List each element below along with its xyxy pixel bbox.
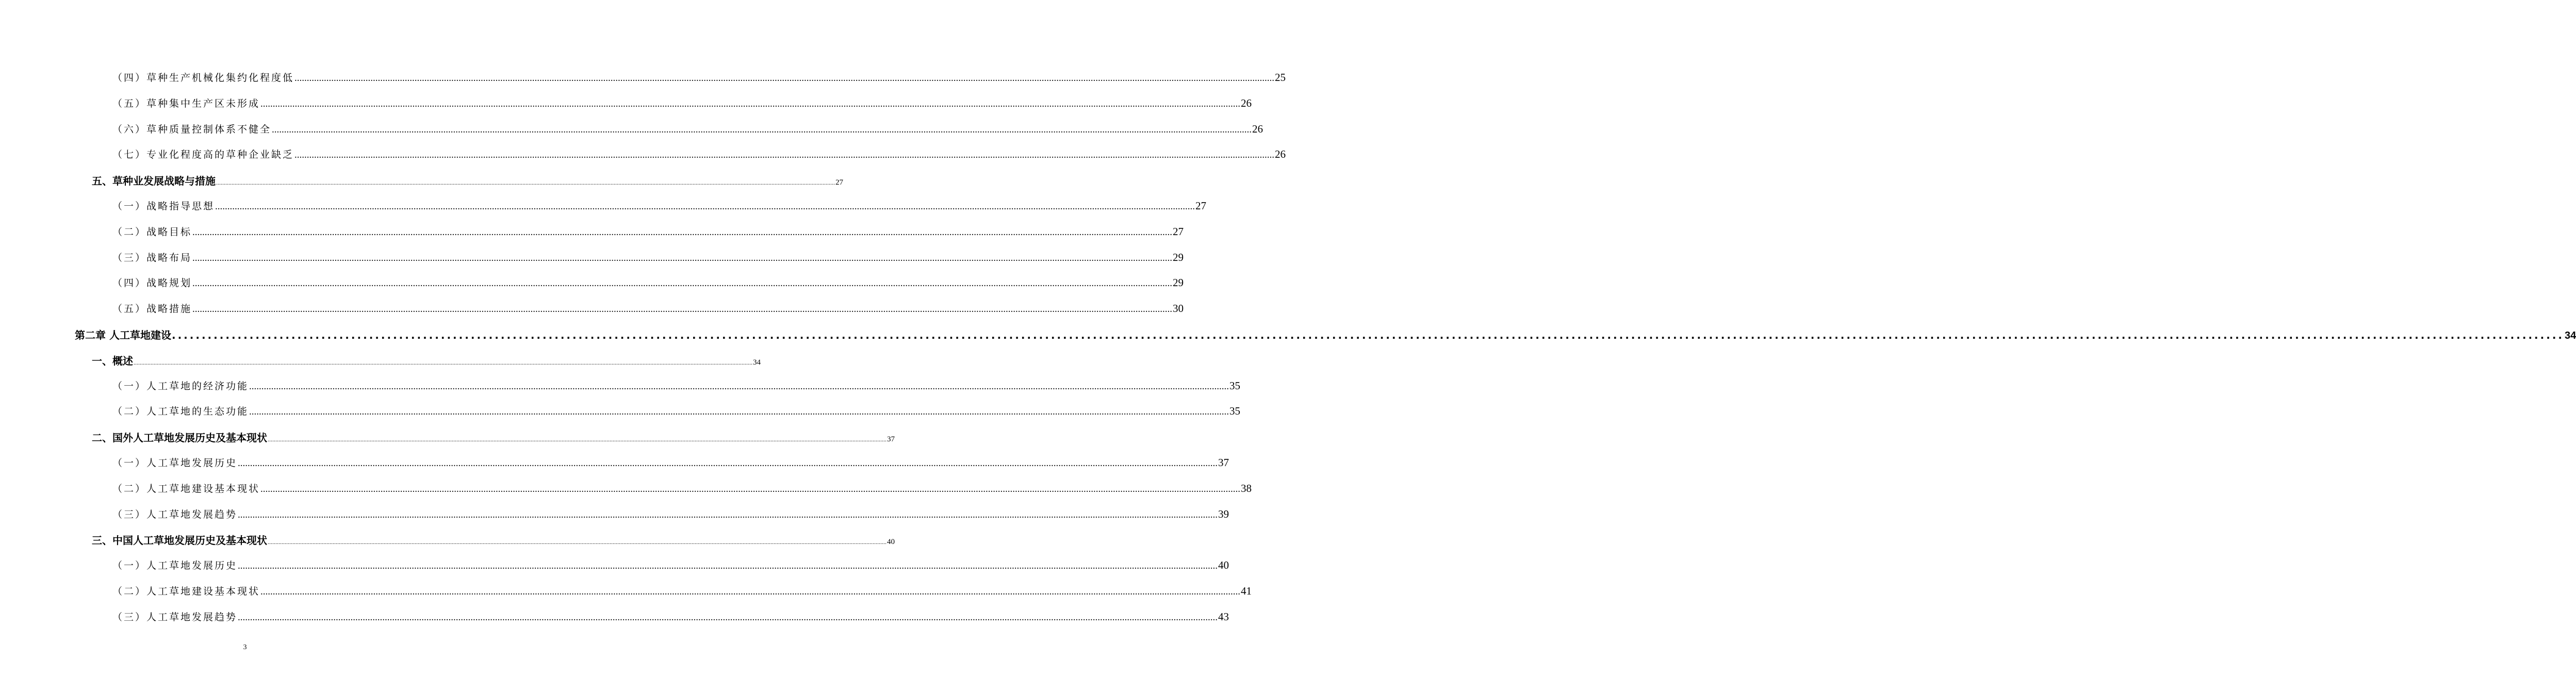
toc-entry-page-number: 40 xyxy=(887,538,895,547)
toc-leader-dots: ................................................................................................................................................................................................................................................................................................................................................................................................................ xyxy=(192,278,1173,289)
toc-leader-dots: ................................................................................................................................................................................................................................................................................................................................................................................................................ xyxy=(272,124,1252,135)
toc-entry[interactable] xyxy=(112,199,1207,212)
toc-entry-page-number: 43 xyxy=(1218,610,1229,623)
toc-leader-dots: ................................................................................................................................................................................................................................................................................................................................................................................................................ xyxy=(238,560,1218,572)
toc-entry-label: （七）专业化程度高的草种企业缺乏 xyxy=(112,149,294,161)
toc-entry-page-number: 39 xyxy=(1218,507,1229,520)
toc-leader-dots: ................................................................................................................................................................................................................................................................................................................................................................................................................ xyxy=(192,252,1173,263)
toc-entry[interactable] xyxy=(112,122,1264,136)
toc-entry[interactable] xyxy=(112,584,1252,598)
toc-entry[interactable] xyxy=(112,70,1286,84)
toc-leader-dots: ................................................................................................................................................................................................................................................................................................................................................................................................................ xyxy=(268,436,887,443)
toc-entry-page-number: 26 xyxy=(1241,96,1252,109)
toc-leader-dots: ................................................................................................................................................................................................................................................................................................................................................................................................................ xyxy=(238,612,1218,623)
toc-entry-label: （三）人工草地发展趋势 xyxy=(112,611,238,623)
toc-leader-dots: ................................................................................................................................................................................................................................................................................................................................................................................................................ xyxy=(134,358,752,366)
toc-entry[interactable] xyxy=(112,455,1229,469)
toc-entry-label: （六）草种质量控制体系不健全 xyxy=(112,123,272,135)
toc-entry-page-number: 27 xyxy=(1195,200,1207,212)
toc-entry-label: （一）人工草地发展历史 xyxy=(112,457,238,469)
toc-entry-page-number: 29 xyxy=(1173,251,1184,263)
toc-entry-label: 二、国外人工草地发展历史及基本现状 xyxy=(92,432,267,444)
toc-leader-dots: ................................................................................................................................................................................................................................................................................................................................................................................................................ xyxy=(260,586,1241,597)
toc-entry[interactable] xyxy=(112,481,1252,495)
toc-entry-label: 五、草种业发展战略与措施 xyxy=(92,175,216,188)
toc-entry-label: （二）人工草地建设基本现状 xyxy=(112,483,260,494)
toc-entry-label: 三、中国人工草地发展历史及基本现状 xyxy=(92,534,267,547)
toc-leader-dots: ................................................................................................................................................................................................................................................................................................................................................................................................................ xyxy=(216,179,835,187)
toc-entry-label: （五）草种集中生产区未形成 xyxy=(112,97,260,109)
toc-entry-page-number: 26 xyxy=(1252,122,1264,135)
toc-entry[interactable] xyxy=(112,404,1241,418)
toc-entry[interactable] xyxy=(112,507,1229,521)
toc-entry-label: （五）战略措施 xyxy=(112,303,192,315)
toc-entry[interactable] xyxy=(75,327,2576,342)
toc-entry[interactable] xyxy=(92,430,895,444)
toc-entry-label: （四）战略规划 xyxy=(112,277,192,289)
toc-entry-label: （二）战略目标 xyxy=(112,226,192,238)
toc-entry[interactable] xyxy=(92,353,761,368)
toc-entry-page-number: 25 xyxy=(1275,71,1286,84)
toc-entry[interactable] xyxy=(112,301,1184,315)
toc-entry-label: （一）人工草地的经济功能 xyxy=(112,380,249,392)
toc-entry-page-number: 27 xyxy=(1173,225,1184,238)
toc-entry-label: （三）人工草地发展趋势 xyxy=(112,508,238,520)
toc-entry-label: （一）人工草地发展历史 xyxy=(112,560,238,572)
toc-entry-page-number: 37 xyxy=(1218,456,1229,469)
toc-entry-page-number: 38 xyxy=(1241,482,1252,494)
toc-entry[interactable] xyxy=(112,250,1184,264)
toc-leader-dots: ................................................................................................................................................................................................................................................................................................................................................................................................................ xyxy=(238,509,1218,520)
toc-entry-label: （一）战略指导思想 xyxy=(112,201,215,212)
toc-entry[interactable] xyxy=(112,96,1252,110)
toc-leader-dots: ................................................................................................................................................................................................................................................................................................................................................................................................................ xyxy=(268,538,887,546)
toc-entry[interactable] xyxy=(112,378,1241,392)
toc-entry[interactable] xyxy=(112,224,1184,238)
toc-leader-dots: ................................................................................................................................................................................................................................................................................................................................................................................................................ xyxy=(192,226,1173,238)
toc-leader-dots: ................................................................................................................................................................................................................................................................................................................................................................................................................ xyxy=(192,304,1173,315)
toc-entry[interactable] xyxy=(112,558,1229,572)
toc-entry-label: 一、概述 xyxy=(92,354,133,367)
toc-leader-dots: ................................................................................................................................................................................................................................................................................................................................................................................................................ xyxy=(238,458,1218,469)
toc-entry-page-number: 41 xyxy=(1241,585,1252,597)
toc-entry[interactable] xyxy=(92,532,895,547)
toc-entry-page-number: 26 xyxy=(1275,148,1286,161)
toc-leader-dots: ................................................................................................................................................................................................................................................................................................................................................................................................................ xyxy=(249,381,1229,392)
toc-entry-label: （二）人工草地建设基本现状 xyxy=(112,586,260,597)
toc-entry-page-number: 34 xyxy=(2565,330,2576,341)
toc-entry-page-number: 29 xyxy=(1173,276,1184,289)
toc-entry[interactable] xyxy=(112,609,1229,623)
toc-leader-dots: ................................................................................................................................................................................................................................................................................................................................................................................................................ xyxy=(294,73,1275,84)
toc-leader-dots: ................................................................................................................................................................................................................................................................................................................................................................................................................ xyxy=(215,201,1195,212)
toc-entry-page-number: 27 xyxy=(835,178,843,187)
toc-leader-dots: ................................................................................................................................................................................................................................................................................................................................................................................................................ xyxy=(260,483,1241,494)
toc-entry-page-number: 37 xyxy=(887,435,895,444)
toc-entry-page-number: 30 xyxy=(1173,302,1184,315)
toc-entry-page-number: 40 xyxy=(1218,559,1229,572)
toc-entry-label: （二）人工草地的生态功能 xyxy=(112,406,249,418)
toc-leader-dots: ................................................................................................................................................................................................................................................................................................................................................................................................................ xyxy=(294,150,1275,161)
page-number: 3 xyxy=(243,644,247,651)
toc-entry-page-number: 34 xyxy=(753,358,761,367)
toc-entry-label: 第二章 人工草地建设 xyxy=(75,329,171,341)
toc-entry[interactable] xyxy=(92,173,843,188)
toc-entry-label: （四）草种生产机械化集约化程度低 xyxy=(112,72,294,84)
toc-entry[interactable] xyxy=(112,275,1184,289)
toc-entry-page-number: 35 xyxy=(1229,379,1241,392)
toc-entry-label: （三）战略布局 xyxy=(112,252,192,263)
toc-entry-page-number: 35 xyxy=(1229,405,1241,418)
toc-leader-dots: ................................................................................................................................................................................................................................................................................................................................................................................................................ xyxy=(260,98,1241,109)
toc-leader-dots: ................................................................................................................................................................................................................................................................................................................................................................................................................ xyxy=(249,406,1229,418)
toc-leader-dots: ................................................................................................................................................................................................................................................................................................................................................................................................................ xyxy=(171,329,2565,341)
toc-entry[interactable] xyxy=(112,147,1286,161)
